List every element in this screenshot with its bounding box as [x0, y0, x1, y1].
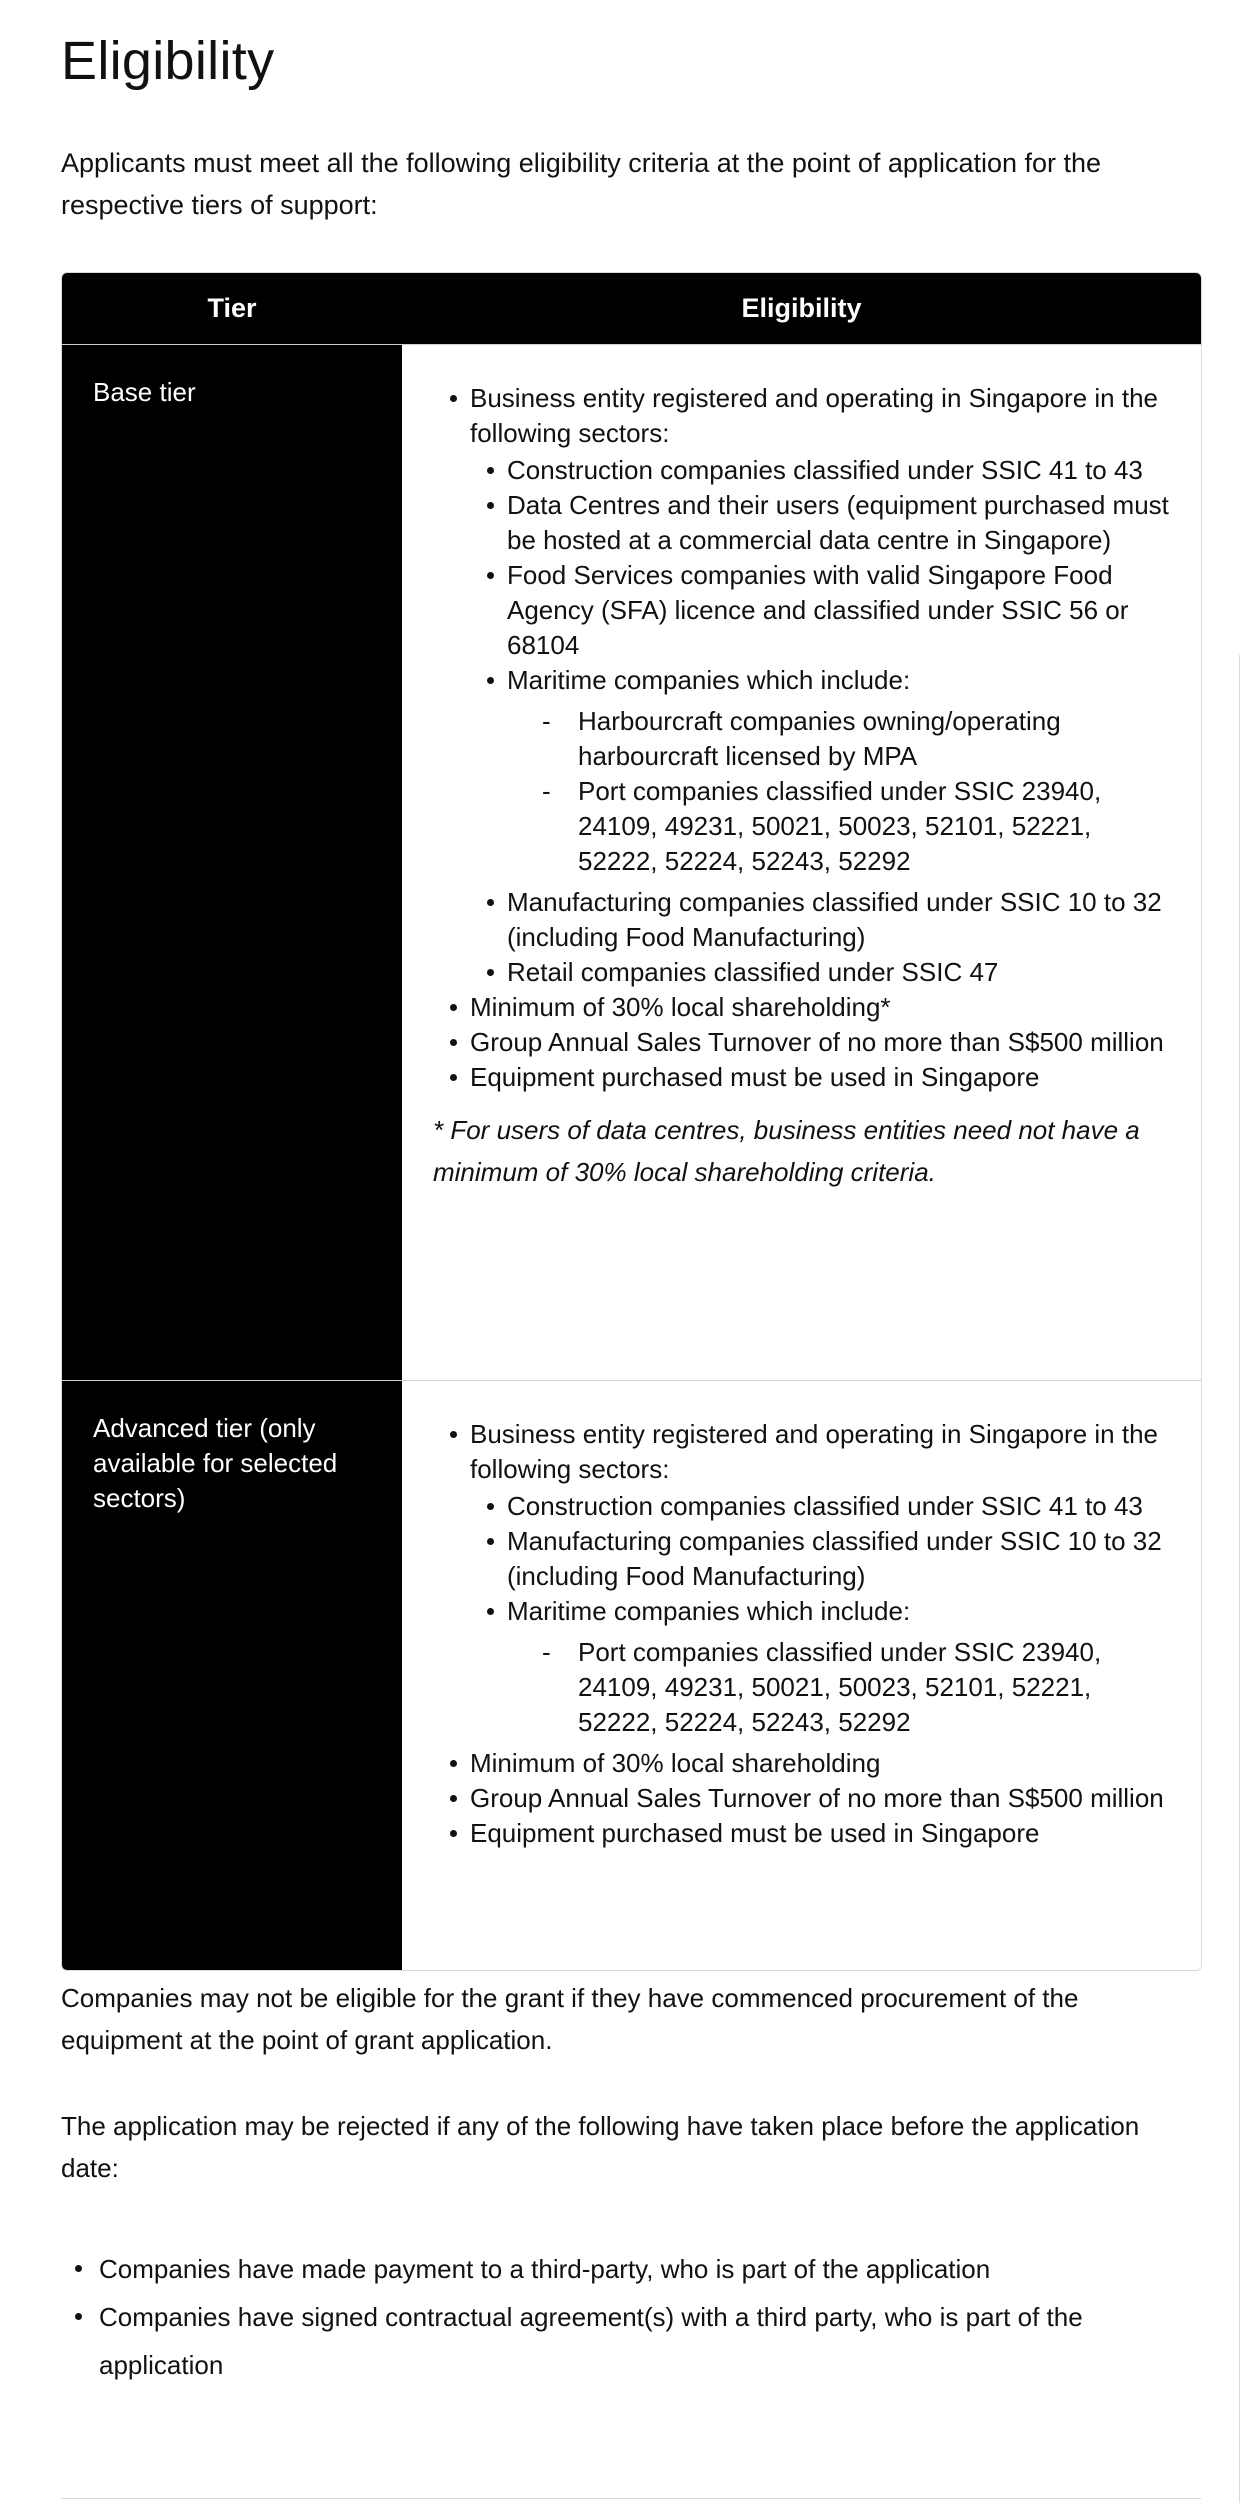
list-item	[433, 1417, 1177, 1740]
list-item: Group Annual Sales Turnover of no more than S$500 million	[433, 1025, 1177, 1060]
list-item: Companies have signed contractual agreement(s) with a third party, who is part of the application	[61, 2293, 1201, 2389]
intro-text: Applicants must meet all the following eligibility criteria at the point of application for the respective tiers of support:	[61, 148, 1102, 220]
list-item: Minimum of 30% local shareholding	[433, 1746, 1177, 1781]
advanced-sector-list	[470, 1489, 1177, 1740]
base-criteria-list	[433, 381, 1177, 1095]
list-item: Retail companies classified under SSIC 47	[470, 955, 1177, 990]
list-item: - Port companies classified under SSIC 23940, 24109, 49231, 50021, 50023, 52101, 52221, 52222, 52224, 52243, 52292	[507, 1635, 1177, 1740]
advanced-criteria-list	[433, 1417, 1177, 1851]
section-divider	[61, 2498, 1201, 2499]
list-item: Construction companies classified under SSIC 41 to 43	[470, 453, 1177, 488]
list-item: - Harbourcraft companies owning/operating harbourcraft licensed by MPA	[507, 704, 1177, 774]
list-item	[470, 663, 1177, 879]
list-item: Companies have made payment to a third-party, who is part of the application	[61, 2245, 1201, 2293]
maritime-text: Maritime companies which include:	[507, 665, 911, 695]
list-item: Minimum of 30% local shareholding*	[433, 990, 1177, 1025]
header-eligibility: Eligibility	[741, 293, 862, 323]
list-item: Equipment purchased must be used in Singapore	[433, 1816, 1177, 1851]
maritime-text: Maritime companies which include:	[507, 1596, 911, 1626]
scrollbar-track[interactable]	[1239, 655, 1240, 2503]
header-tier: Tier	[207, 293, 257, 323]
list-item: Manufacturing companies classified under SSIC 10 to 32 (including Food Manufacturing)	[470, 1524, 1177, 1594]
tier-cell-advanced: Advanced tier (only available for selected sectors)	[62, 1381, 402, 1970]
maritime-sub-list	[507, 1635, 1177, 1740]
list-item	[470, 1594, 1177, 1740]
list-item: - Port companies classified under SSIC 23940, 24109, 49231, 50021, 50023, 52101, 52221, 52222, 52224, 52243, 52292	[507, 774, 1177, 879]
eligibility-cell-advanced	[402, 1381, 1201, 1970]
list-item: Construction companies classified under SSIC 41 to 43	[470, 1489, 1177, 1524]
maritime-sub-list	[507, 704, 1177, 879]
procurement-paragraph: Companies may not be eligible for the grant if they have commenced procurement of the equipment at the point of grant application.	[61, 1983, 1079, 2055]
rejection-list	[61, 2245, 1201, 2389]
eligibility-cell-base	[402, 345, 1201, 1380]
list-item: Data Centres and their users (equipment purchased must be hosted at a commercial data centre in Singapore)	[470, 488, 1177, 558]
rejection-paragraph: The application may be rejected if any of the following have taken place before the application date:	[61, 2111, 1140, 2183]
table-row-base	[62, 344, 1201, 1380]
business-entity-text: Business entity registered and operating in Singapore in the following sectors:	[470, 1419, 1158, 1484]
page-title: Eligibility	[61, 31, 275, 91]
footnote: * For users of data centres, business entities need not have a minimum of 30% local shareholding criteria.	[433, 1115, 1140, 1187]
list-item: Equipment purchased must be used in Singapore	[433, 1060, 1177, 1095]
list-item: Group Annual Sales Turnover of no more than S$500 million	[433, 1781, 1177, 1816]
base-sector-list	[470, 453, 1177, 990]
business-entity-text: Business entity registered and operating in Singapore in the following sectors:	[470, 383, 1158, 448]
eligibility-table	[61, 272, 1202, 1971]
list-item	[433, 381, 1177, 990]
table-row-advanced	[62, 1380, 1201, 1970]
table-header	[62, 273, 1201, 344]
list-item: Manufacturing companies classified under SSIC 10 to 32 (including Food Manufacturing)	[470, 885, 1177, 955]
tier-cell-base: Base tier	[62, 345, 402, 1380]
list-item: Food Services companies with valid Singapore Food Agency (SFA) licence and classified under SSIC 56 or 68104	[470, 558, 1177, 663]
